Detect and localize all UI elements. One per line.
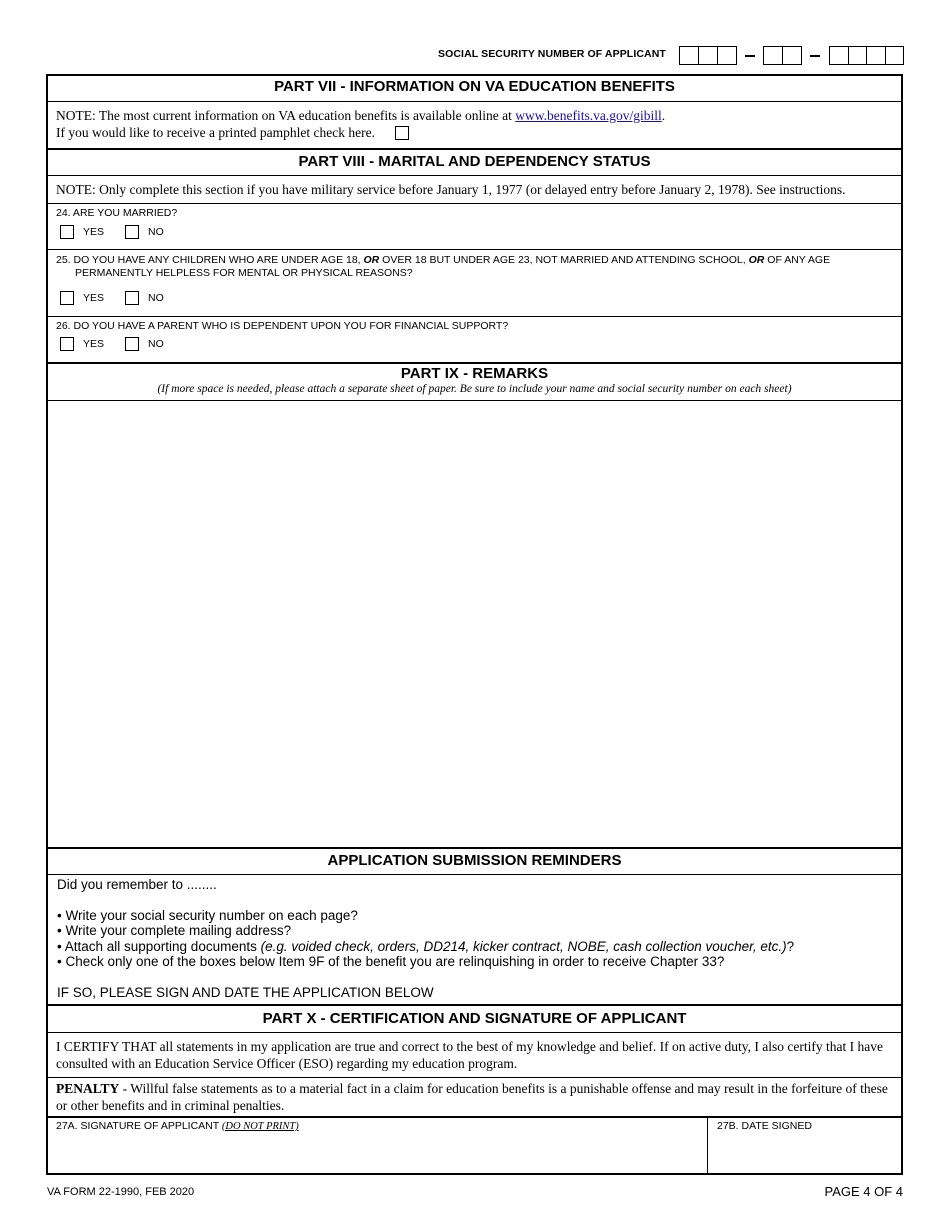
reminder-item3-examples: (e.g. voided check, orders, DD214, kicker contract, NOBE, cash collection voucher, etc.) (260, 938, 787, 954)
reminder-item3-text: • Attach all supporting documents (57, 938, 261, 954)
page-number: PAGE 4 OF 4 (824, 1184, 903, 1199)
q25-line2: PERMANENTLY HELPLESS FOR MENTAL OR PHYSICAL REASONS? (75, 267, 413, 279)
q26-label: 26. DO YOU HAVE A PARENT WHO IS DEPENDENT UPON YOU FOR FINANCIAL SUPPORT? (56, 320, 509, 332)
pamphlet-checkbox[interactable] (395, 126, 409, 140)
ssn-label: SOCIAL SECURITY NUMBER OF APPLICANT (438, 48, 666, 60)
ssn-cell-divider (866, 46, 867, 65)
signature-label (56, 1120, 299, 1132)
q26-no-label: NO (148, 338, 164, 350)
q25-text-b: OVER 18 BUT UNDER AGE 23, NOT MARRIED AND ATTENDING SCHOOL, (379, 254, 749, 266)
q25-yes-label: YES (83, 292, 105, 304)
part7-note-prefix: NOTE: The most current information on VA education benefits is available online at (56, 108, 516, 123)
divider (47, 249, 902, 250)
q24-label: 24. ARE YOU MARRIED? (56, 207, 178, 219)
divider (47, 1004, 902, 1006)
remarks-textarea[interactable] (48, 402, 901, 846)
part9-subtitle: (If more space is needed, please attach a separate sheet of paper. Be sure to include your name and social security number on each sheet) (157, 383, 792, 395)
q24-yes-label: YES (83, 226, 105, 238)
divider-vertical (707, 1117, 708, 1174)
q26-no-checkbox[interactable] (125, 337, 139, 351)
gibill-link[interactable]: www.benefits.va.gov/gibill (515, 108, 662, 123)
divider (47, 203, 902, 204)
part9-title: PART IX - REMARKS (400, 365, 549, 382)
q25-line1 (56, 254, 886, 266)
divider (47, 874, 902, 875)
ssn-cell-divider (717, 46, 718, 65)
penalty-text (56, 1081, 896, 1114)
certification-text: I CERTIFY THAT all statements in my application are true and correct to the best of my knowledge and belief. If on active duty, I also certify that I have consulted with an Education Service Officer (ESO) regarding my education program. (56, 1039, 883, 1071)
reminder-item (57, 939, 794, 955)
divider (47, 148, 902, 150)
q25-text-a: 25. DO YOU HAVE ANY CHILDREN WHO ARE UNDER AGE 18, (56, 254, 364, 266)
q25-no-checkbox[interactable] (125, 291, 139, 305)
q24-no-checkbox[interactable] (125, 225, 139, 239)
reminder-item: • Check only one of the boxes below Item 9F of the benefit you are relinquishing in order to receive Chapter 33? (57, 954, 725, 969)
signature-label-text: 27A. SIGNATURE OF APPLICANT (56, 1120, 222, 1132)
part7-note (56, 108, 665, 124)
ssn-field-area[interactable] (679, 46, 737, 65)
q24-no-label: NO (148, 226, 164, 238)
divider (47, 175, 902, 176)
reminder-item3-end: ? (786, 938, 795, 954)
part10-title: PART X - CERTIFICATION AND SIGNATURE OF APPLICANT (262, 1010, 687, 1027)
reminder-item: • Write your complete mailing address? (57, 923, 292, 938)
q24-yes-checkbox[interactable] (60, 225, 74, 239)
reminders-list (57, 877, 794, 1000)
date-signed-field[interactable] (709, 1135, 901, 1173)
ssn-cell-divider (782, 46, 783, 65)
divider (47, 362, 902, 364)
pamphlet-text: If you would like to receive a printed pamphlet check here. (56, 125, 375, 140)
divider (47, 1032, 902, 1033)
part8-title: PART VIII - MARITAL AND DEPENDENCY STATUS (298, 153, 651, 170)
reminder-item: • Write your social security number on each page? (57, 907, 358, 923)
q26-yes-label: YES (83, 338, 105, 350)
q25-text-c: OF ANY AGE (764, 254, 831, 266)
reminders-closing: IF SO, PLEASE SIGN AND DATE THE APPLICATION BELOW (57, 984, 434, 1000)
penalty-heading: PENALTY (56, 1081, 120, 1096)
q26-yes-checkbox[interactable] (60, 337, 74, 351)
part8-note: NOTE: Only complete this section if you have military service before January 1, 1977 (or delayed entry before January 2, 1978). See instructions. (56, 182, 846, 197)
form-id: VA FORM 22-1990, FEB 2020 (47, 1186, 195, 1198)
divider (47, 1116, 902, 1118)
divider (47, 400, 902, 401)
ssn-dash (745, 55, 755, 57)
q25-or: OR (748, 254, 765, 266)
ssn-dash (810, 55, 820, 57)
reminders-title: APPLICATION SUBMISSION REMINDERS (327, 852, 622, 869)
penalty-body: - Willful false statements as to a material fact in a claim for education benefits is a punishable offense and may result in the forfeiture of these or other benefits and in criminal penalties. (56, 1081, 888, 1113)
divider (47, 101, 902, 102)
q25-yes-checkbox[interactable] (60, 291, 74, 305)
date-signed-label: 27B. DATE SIGNED (717, 1120, 812, 1132)
divider (47, 1077, 902, 1078)
divider (47, 316, 902, 317)
ssn-cell-divider (848, 46, 849, 65)
q25-no-label: NO (148, 292, 164, 304)
ssn-cell-divider (698, 46, 699, 65)
part7-title: PART VII - INFORMATION ON VA EDUCATION BENEFITS (274, 78, 675, 95)
divider (47, 847, 902, 849)
signature-note: (DO NOT PRINT) (221, 1121, 299, 1132)
ssn-cell-divider (885, 46, 886, 65)
signature-field[interactable] (48, 1135, 706, 1173)
part7-note-suffix: . (661, 108, 666, 123)
reminders-intro: Did you remember to ........ (57, 877, 217, 892)
q25-or: OR (363, 254, 380, 266)
